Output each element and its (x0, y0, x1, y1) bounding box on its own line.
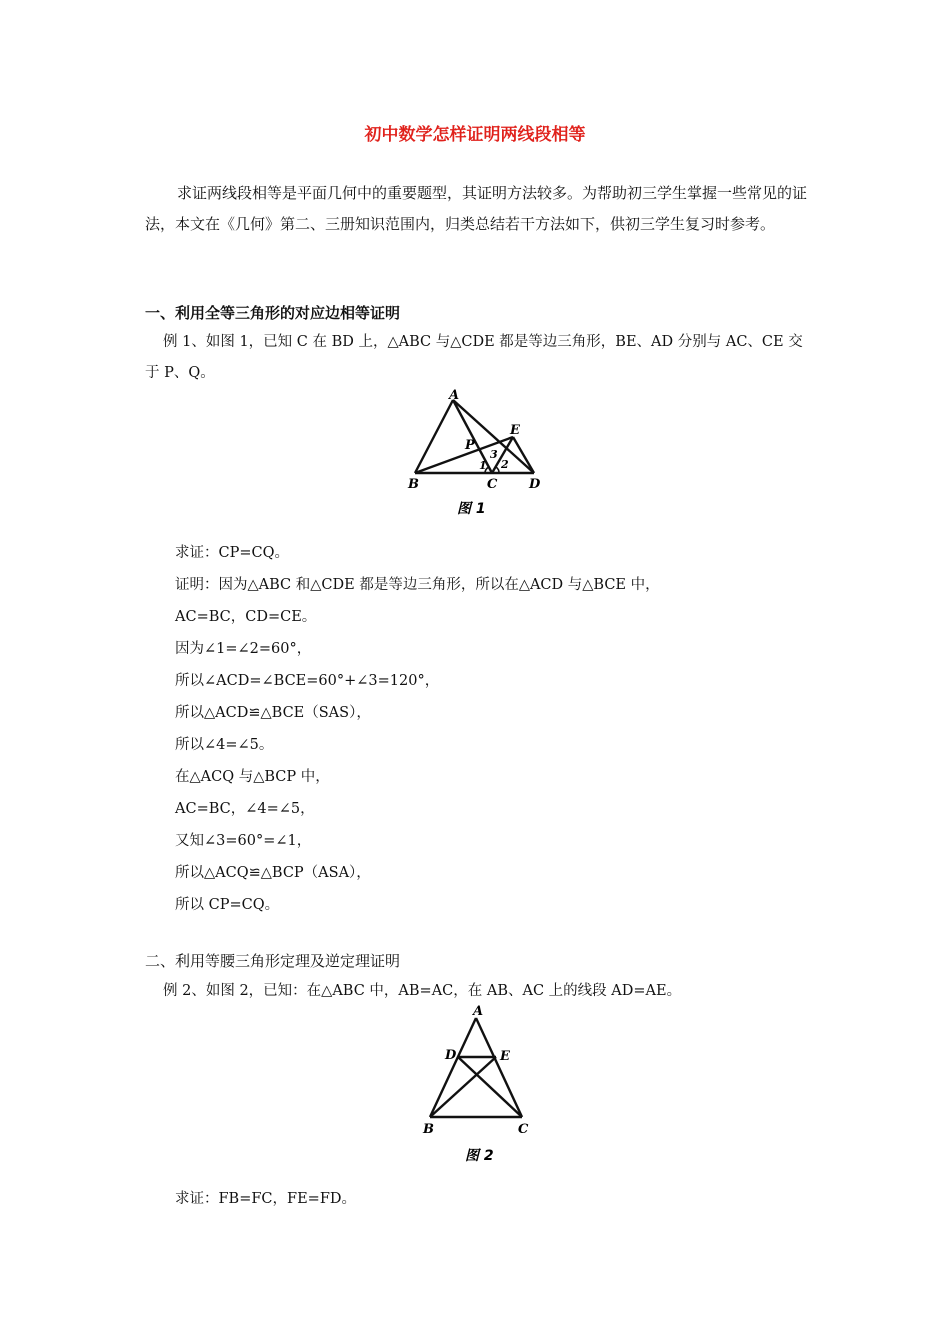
line-ed (513, 437, 534, 473)
label-a: A (473, 1004, 484, 1019)
figure-1 (405, 385, 555, 520)
label-angle-3: 3 (490, 448, 498, 461)
example-1-text: 例 1、如图 1，已知 C 在 BD 上，△ABC 与△CDE 都是等边三角形，BE、AD 分别与 AC、CE 交于 P、Q。 (145, 334, 803, 381)
example-2-text: 例 2、如图 2，已知：在△ABC 中，AB=AC，在 AB、AC 上的线段 AD=AE。 (163, 983, 682, 999)
proof-line: 所以△ACD≌△BCE（SAS）， (175, 705, 371, 721)
figure-2-caption: 图 2 (465, 1148, 494, 1164)
figure-1-caption: 图 1 (457, 501, 486, 517)
proof-line: 因为∠1=∠2=60°， (175, 641, 312, 657)
prove-statement: 求证：FB=FC，FE=FD。 (175, 1191, 357, 1207)
label-b: B (423, 1122, 434, 1137)
line-eb (430, 1057, 496, 1117)
label-c: C (518, 1122, 529, 1137)
proof-line: 又知∠3=60°=∠1， (175, 833, 312, 849)
label-e: E (500, 1049, 510, 1064)
proof-line: 所以∠4=∠5。 (175, 737, 274, 753)
figure-2 (418, 1002, 538, 1172)
label-a: A (449, 388, 460, 403)
label-e: E (510, 423, 520, 438)
label-b: B (408, 477, 419, 492)
proof-line: AC=BC，CD=CE。 (175, 609, 317, 625)
section-2-heading: 二、利用等腰三角形定理及逆定理证明 (145, 952, 401, 970)
line-ad (453, 400, 534, 473)
label-angle-2: 2 (501, 458, 509, 471)
intro-paragraph: 求证两线段相等是平面几何中的重要题型，其证明方法较多。为帮助初三学生掌握一些常见的证法，本文在《几何》第二、三册知识范围内，归类总结若干方法如下，供初三学生复习时参考。 (145, 184, 808, 233)
label-d: D (529, 477, 541, 492)
label-c: C (487, 477, 498, 492)
line-dc (458, 1057, 522, 1117)
proof-line: 所以△ACQ≌△BCP（ASA）， (175, 865, 371, 881)
proof-line: 证明：因为△ABC 和△CDE 都是等边三角形，所以在△ACD 与△BCE 中， (175, 577, 660, 593)
label-p: P (465, 438, 475, 453)
proof-line: AC=BC，∠4=∠5， (175, 801, 315, 817)
page-title: 初中数学怎样证明两线段相等 (364, 125, 586, 145)
section-1-heading: 一、利用全等三角形的对应边相等证明 (145, 304, 401, 322)
label-angle-1: 1 (479, 459, 487, 472)
proof-line: 所以∠ACD=∠BCE=60°+∠3=120°， (175, 673, 440, 689)
proof-line: 所以 CP=CQ。 (175, 897, 280, 913)
proof-line: 在△ACQ 与△BCP 中， (175, 769, 330, 785)
label-d: D (445, 1048, 457, 1063)
proof-line: 求证：CP=CQ。 (175, 545, 289, 561)
